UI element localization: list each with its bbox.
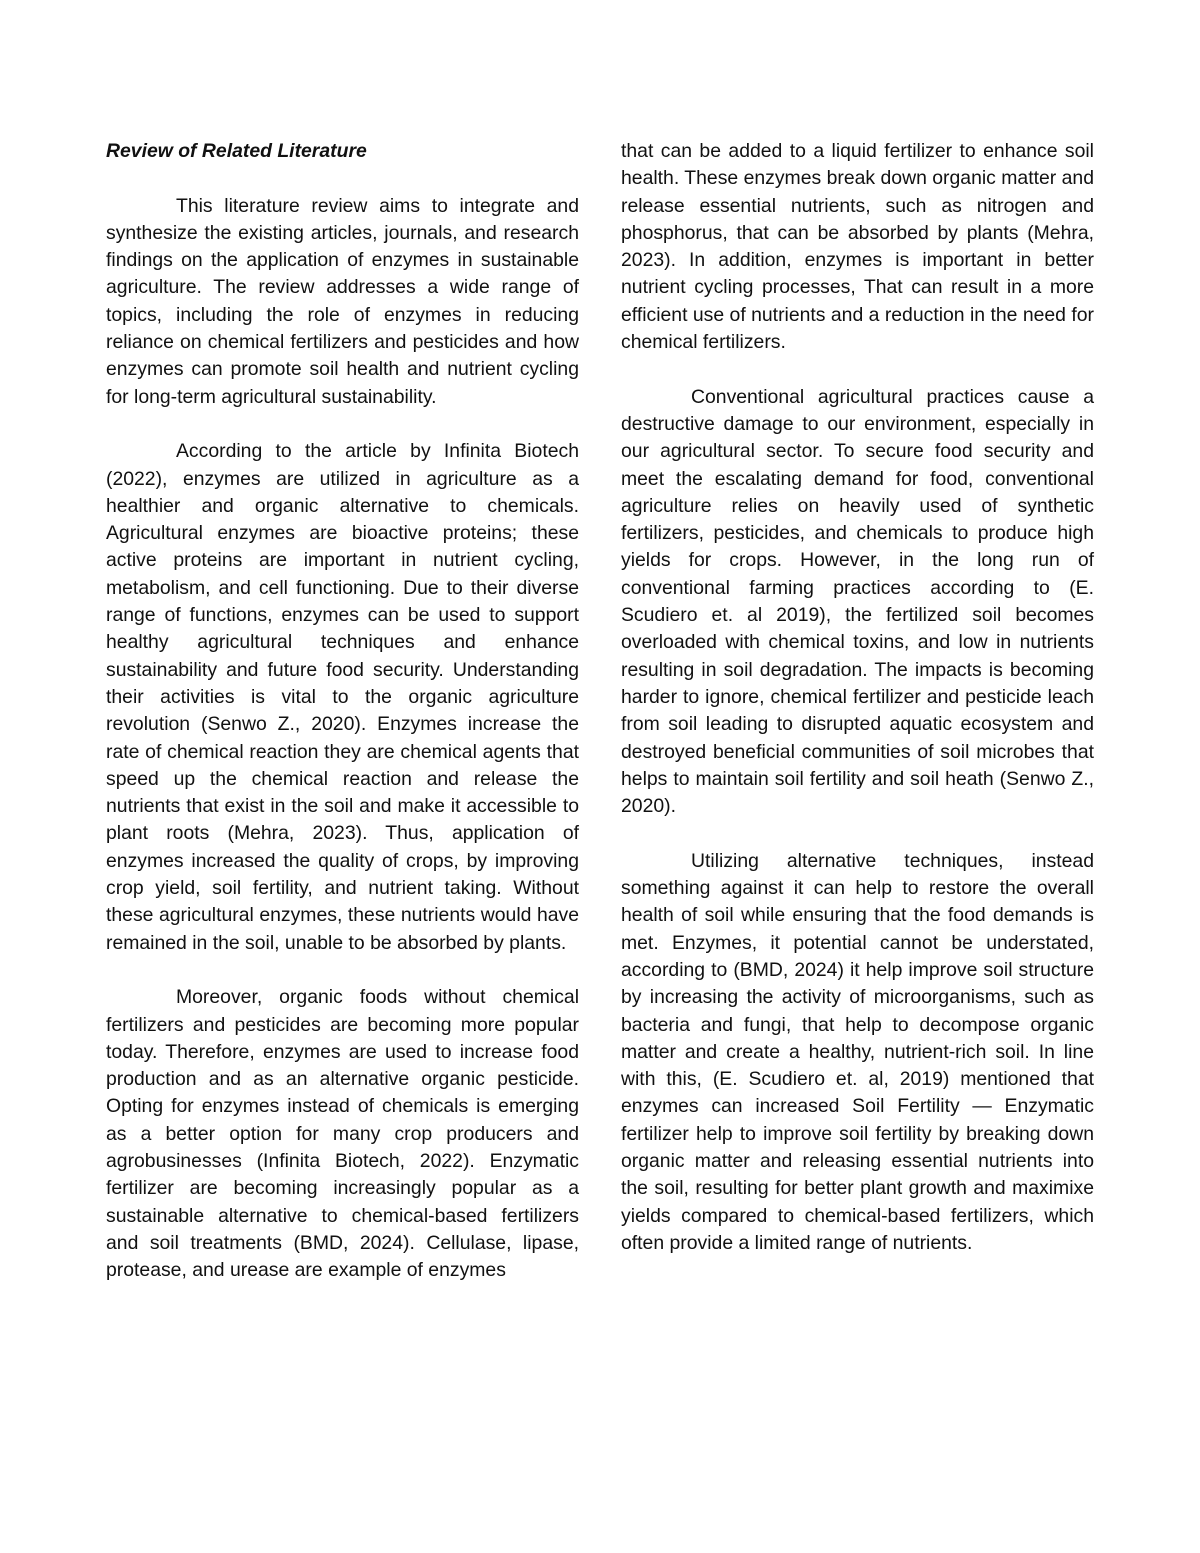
section-heading: Review of Related Literature bbox=[106, 140, 367, 162]
right-column bbox=[621, 138, 1094, 1257]
paragraph-conventional-practices: Conventional agricultural practices cause a destructive damage to our environment, especially in our agricultural sector. To secure food security and meet the escalating demand for food, conventional agriculture relies on heavily used of synthetic fertilizers, pesticides, and chemicals to produce high yields for crops. However, in the long run of conventional farming practices according to (E. Scudiero et. al 2019), the fertilized soil becomes overloaded with chemical toxins, and low in nutrients resulting in soil degradation. The impacts is becoming harder to ignore, chemical fertilizer and pesticide leach from soil leading to disrupted aquatic ecosystem and destroyed beneficial communities of soil microbes that helps to maintain soil fertility and soil heath (Senwo Z., 2020). bbox=[621, 385, 1094, 818]
paragraph-intro: This literature review aims to integrate and synthesize the existing articles, journals, and research findings on the application of enzymes in sustainable agriculture. The review addresses a wide range of topics, including the role of enzymes in reducing reliance on chemical fertilizers and pesticides and how enzymes can promote soil health and nutrient cycling for long-term agricultural sustainability. bbox=[106, 194, 579, 408]
left-column bbox=[106, 138, 579, 1284]
paragraph-liquid-fertilizer: that can be added to a liquid fertilizer to enhance soil health. These enzymes break down organic matter and release essential nutrients, such as nitrogen and phosphorus, that can be absorbed by plants (Mehra, 2023). In addition, enzymes is important in better nutrient cycling processes, That can result in a more efficient use of nutrients and a reduction in the need for chemical fertilizers. bbox=[621, 140, 1094, 354]
paragraph-alternative-techniques: Utilizing alternative techniques, instead something against it can help to restore the overall health of soil while ensuring that the food demands is met. Enzymes, it potential cannot be understated, according to (BMD, 2024) it help improve soil structure by increasing the activity of microorganisms, such as bacteria and fungi, that help to decompose organic matter and create a healthy, nutrient-rich soil. In line with this, (E. Scudiero et. al, 2019) mentioned that enzymes can increased Soil Fertility — Enzymatic fertilizer help to improve soil fertility by breaking down organic matter and releasing essential nutrients into the soil, resulting for better plant growth and maximixe yields compared to chemical-based fertilizers, which often provide a limited range of nutrients. bbox=[621, 849, 1094, 1254]
paragraph-organic-foods: Moreover, organic foods without chemical fertilizers and pesticides are becoming more popular today. Therefore, enzymes are used to increase food production and as an alternative organic pesticide. Opting for enzymes instead of chemicals is emerging as a better option for many crop producers and agrobusinesses (Infinita Biotech, 2022). Enzymatic fertilizer are becoming increasingly popular as a sustainable alternative to chemical-based fertilizers and soil treatments (BMD, 2024). Cellulase, lipase, protease, and urease are example of enzymes bbox=[106, 986, 579, 1282]
paragraph-infinita-biotech: According to the article by Infinita Biotech (2022), enzymes are utilized in agriculture as a healthier and organic alternative to chemicals. Agricultural enzymes are bioactive proteins; these active proteins are important in nutrient cycling, metabolism, and cell functioning. Due to their diverse range of functions, enzymes can be used to support healthy agricultural techniques and enhance sustainability and future food security. Understanding their activities is vital to the organic agriculture revolution (Senwo Z., 2020). Enzymes increase the rate of chemical reaction they are chemical agents that speed up the chemical reaction and release the nutrients that exist in the soil and make it accessible to plant roots (Mehra, 2023). Thus, application of enzymes increased the quality of crops, by improving crop yield, soil fertility, and nutrient taking. Without these agricultural enzymes, these nutrients would have remained in the soil, unable to be absorbed by plants. bbox=[106, 440, 579, 954]
